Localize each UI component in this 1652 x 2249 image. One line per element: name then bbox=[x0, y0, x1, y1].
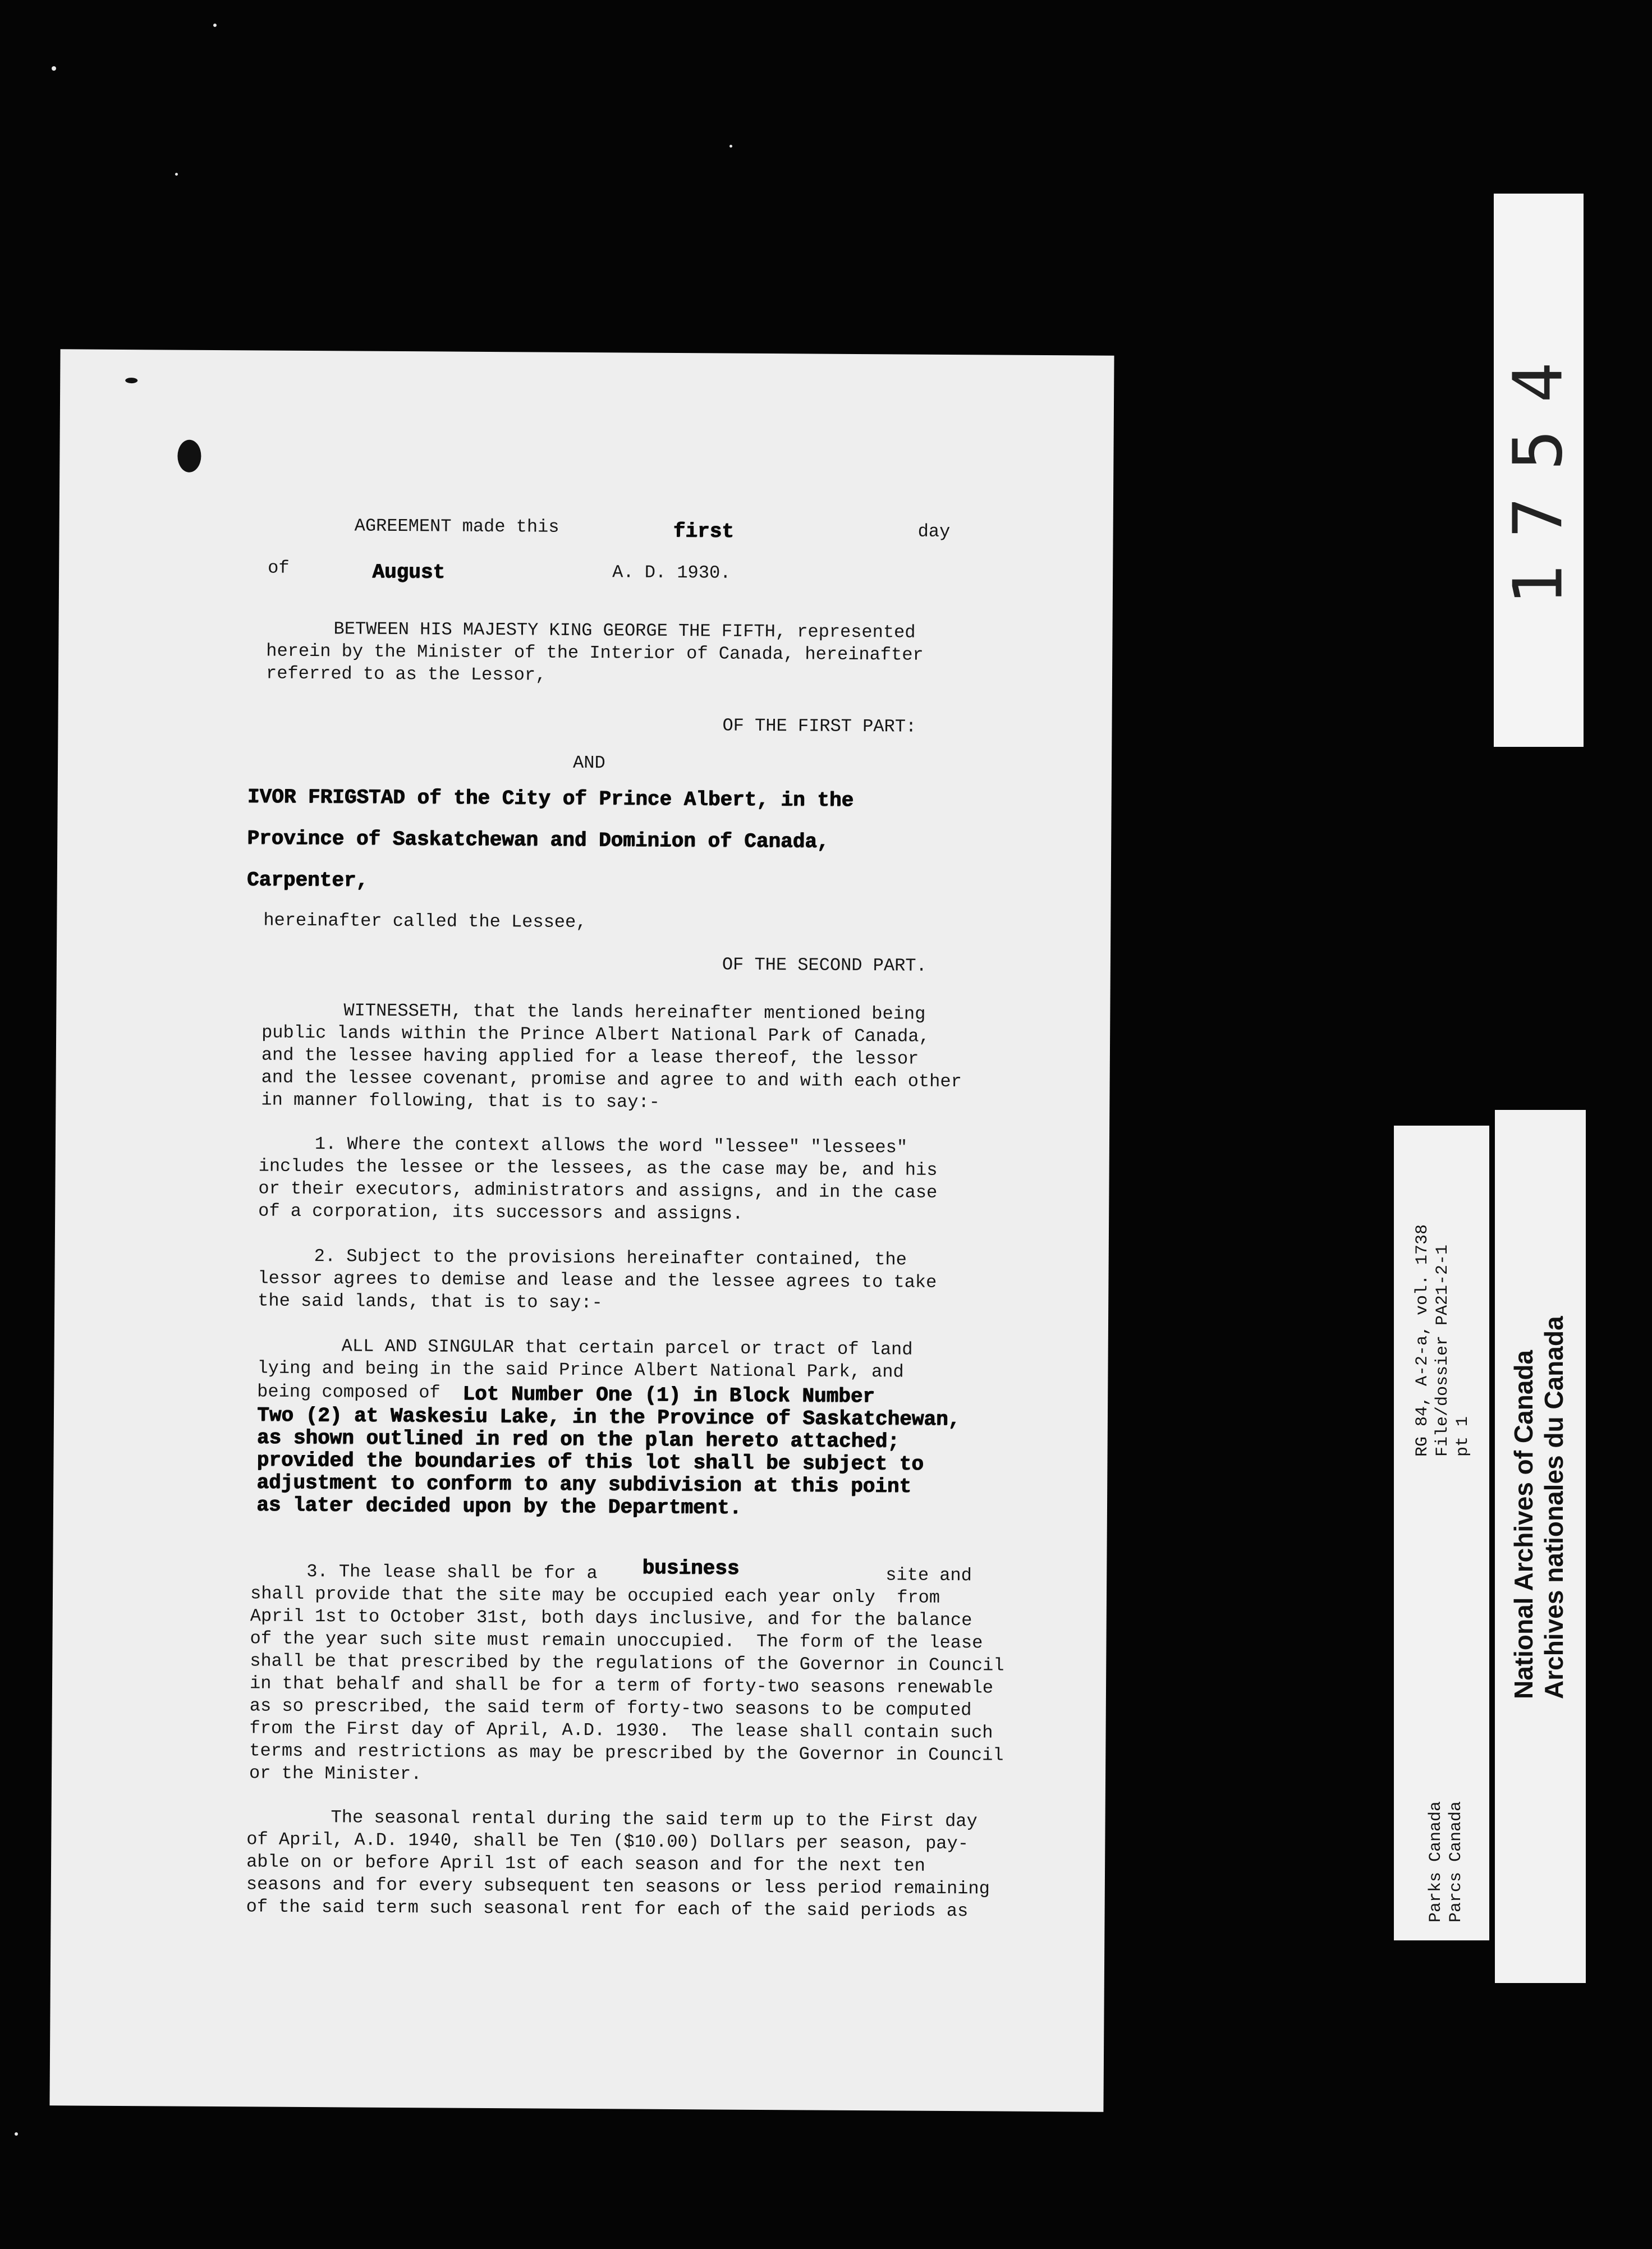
between-line: herein by the Minister of the Interior of Canada, hereinafter bbox=[266, 640, 924, 665]
file-number: 1754 bbox=[1499, 335, 1578, 605]
rental-line: The seasonal rental during the said term up to the First day bbox=[331, 1807, 978, 1832]
dust-speck bbox=[175, 173, 178, 176]
document-page bbox=[49, 349, 1114, 2112]
lessee-line: Province of Saskatchewan and Dominion of Canada, bbox=[247, 827, 829, 853]
dust-speck bbox=[729, 145, 732, 148]
lot-line: adjustment to conform to any subdivision at this point bbox=[256, 1471, 911, 1498]
clause2-line: the said lands, that is to say:- bbox=[258, 1290, 603, 1314]
lessee-line: Carpenter, bbox=[246, 868, 368, 892]
all-singular-line: ALL AND SINGULAR that certain parcel or tract of land bbox=[341, 1335, 913, 1360]
reference-line: File/dossier PA21-2-1 bbox=[1433, 1244, 1452, 1457]
lessee-line: IVOR FRIGSTAD of the City of Prince Albert, in the bbox=[247, 785, 854, 812]
witnesseth-line: public lands within the Prince Albert National Park of Canada, bbox=[261, 1022, 930, 1047]
clause1-line: 1. Where the context allows the word "lessee" "lessees" bbox=[314, 1133, 908, 1158]
clause3-line: shall provide that the site may be occupied each year only from bbox=[250, 1583, 940, 1608]
ad-date: A. D. 1930. bbox=[612, 562, 731, 584]
agency-french: Parcs Canada bbox=[1447, 1801, 1466, 1922]
punch-hole bbox=[177, 440, 201, 472]
lot-line: as later decided upon by the Department. bbox=[256, 1493, 742, 1520]
clause3-lead: 3. The lease shall be for a bbox=[306, 1561, 598, 1584]
rental-line: able on or before April 1st of each season and for the next ten bbox=[246, 1851, 926, 1876]
between-line: BETWEEN HIS MAJESTY KING GEORGE THE FIFTH, represented bbox=[333, 618, 916, 643]
lot-line: Lot Number One (1) in Block Number bbox=[462, 1382, 875, 1408]
clause3-line: as so prescribed, the said term of forty-two seasons to be computed bbox=[249, 1695, 972, 1721]
clause1-line: of a corporation, its successors and assigns. bbox=[258, 1200, 744, 1224]
between-line: referred to as the Lessor, bbox=[265, 663, 547, 686]
clause3-value: business bbox=[642, 1556, 740, 1580]
agreement-day-word: day bbox=[917, 521, 951, 542]
second-part: OF THE SECOND PART. bbox=[722, 954, 927, 976]
archive-label bbox=[1495, 1110, 1586, 1983]
clause3-line: April 1st to October 31st, both days inclusive, and for the balance bbox=[250, 1605, 972, 1631]
archive-name-english: National Archives of Canada bbox=[1509, 1350, 1538, 1699]
rental-line: of April, A.D. 1940, shall be Ten ($10.00) Dollars per season, pay- bbox=[246, 1829, 969, 1855]
of-word: of bbox=[268, 557, 290, 579]
punch-hole bbox=[125, 378, 137, 383]
archive-name-french: Archives nationales du Canada bbox=[1539, 1316, 1568, 1699]
reference-line: RG 84, A-2-a, vol. 1738 bbox=[1413, 1224, 1432, 1457]
agency-english: Parks Canada bbox=[1426, 1801, 1446, 1922]
clause3-tail: site and bbox=[885, 1564, 972, 1586]
witnesseth-line: and the lessee having applied for a lease thereof, the lessor bbox=[261, 1044, 919, 1070]
reference-line: pt 1 bbox=[1453, 1416, 1472, 1457]
witnesseth-line: WITNESSETH, that the lands hereinafter mentioned being bbox=[343, 1000, 926, 1025]
dust-speck bbox=[15, 2132, 18, 2136]
clause2-line: 2. Subject to the provisions hereinafter contained, the bbox=[314, 1246, 907, 1270]
all-singular-line: lying and being in the said Prince Albert National Park, and bbox=[257, 1357, 904, 1383]
hereinafter-lessee: hereinafter called the Lessee, bbox=[263, 910, 587, 933]
clause3-line: from the First day of April, A.D. 1930. The lease shall contain such bbox=[249, 1718, 993, 1743]
clause3-line: in that behalf and shall be for a term of forty-two seasons renewable bbox=[249, 1673, 994, 1699]
clause3-line: of the year such site must remain unoccupied. The form of the lease bbox=[250, 1628, 983, 1654]
witnesseth-line: in manner following, that is to say:- bbox=[261, 1089, 660, 1113]
clause3-line: terms and restrictions as may be prescribed by the Governor in Council bbox=[249, 1740, 1004, 1766]
clause3-line: shall be that prescribed by the regulations of the Governor in Council bbox=[250, 1650, 1004, 1676]
agreement-day-value: first bbox=[673, 519, 734, 543]
rental-line: of the said term such seasonal rent for each of the said periods as bbox=[246, 1896, 969, 1922]
rental-line: seasons and for every subsequent ten seasons or less period remaining bbox=[246, 1874, 990, 1899]
clause2-line: lessor agrees to demise and lease and the lessee agrees to take bbox=[258, 1268, 937, 1293]
and-word: AND bbox=[572, 752, 605, 774]
dust-speck bbox=[52, 66, 56, 71]
clause3-line: or the Minister. bbox=[249, 1763, 422, 1785]
agreement-lead: AGREEMENT made this bbox=[354, 515, 559, 538]
clause1-line: includes the lessee or the lessees, as the case may be, and his bbox=[258, 1155, 938, 1181]
witnesseth-line: and the lessee covenant, promise and agree to and with each other bbox=[261, 1067, 962, 1093]
first-part: OF THE FIRST PART: bbox=[722, 715, 917, 737]
dust-speck bbox=[213, 24, 217, 27]
file-number-card bbox=[1494, 194, 1584, 747]
lot-line: provided the boundaries of this lot shall be subject to bbox=[256, 1448, 924, 1476]
lot-line: as shown outlined in red on the plan hereto attached; bbox=[256, 1426, 900, 1453]
reference-label bbox=[1394, 1126, 1489, 1940]
clause1-line: or their executors, administrators and assigns, and in the case bbox=[258, 1178, 938, 1203]
lot-line: Two (2) at Waskesiu Lake, in the Province of Saskatchewan, bbox=[256, 1403, 961, 1431]
month-value: August bbox=[372, 560, 445, 584]
composed-lead: being composed of bbox=[257, 1381, 440, 1403]
